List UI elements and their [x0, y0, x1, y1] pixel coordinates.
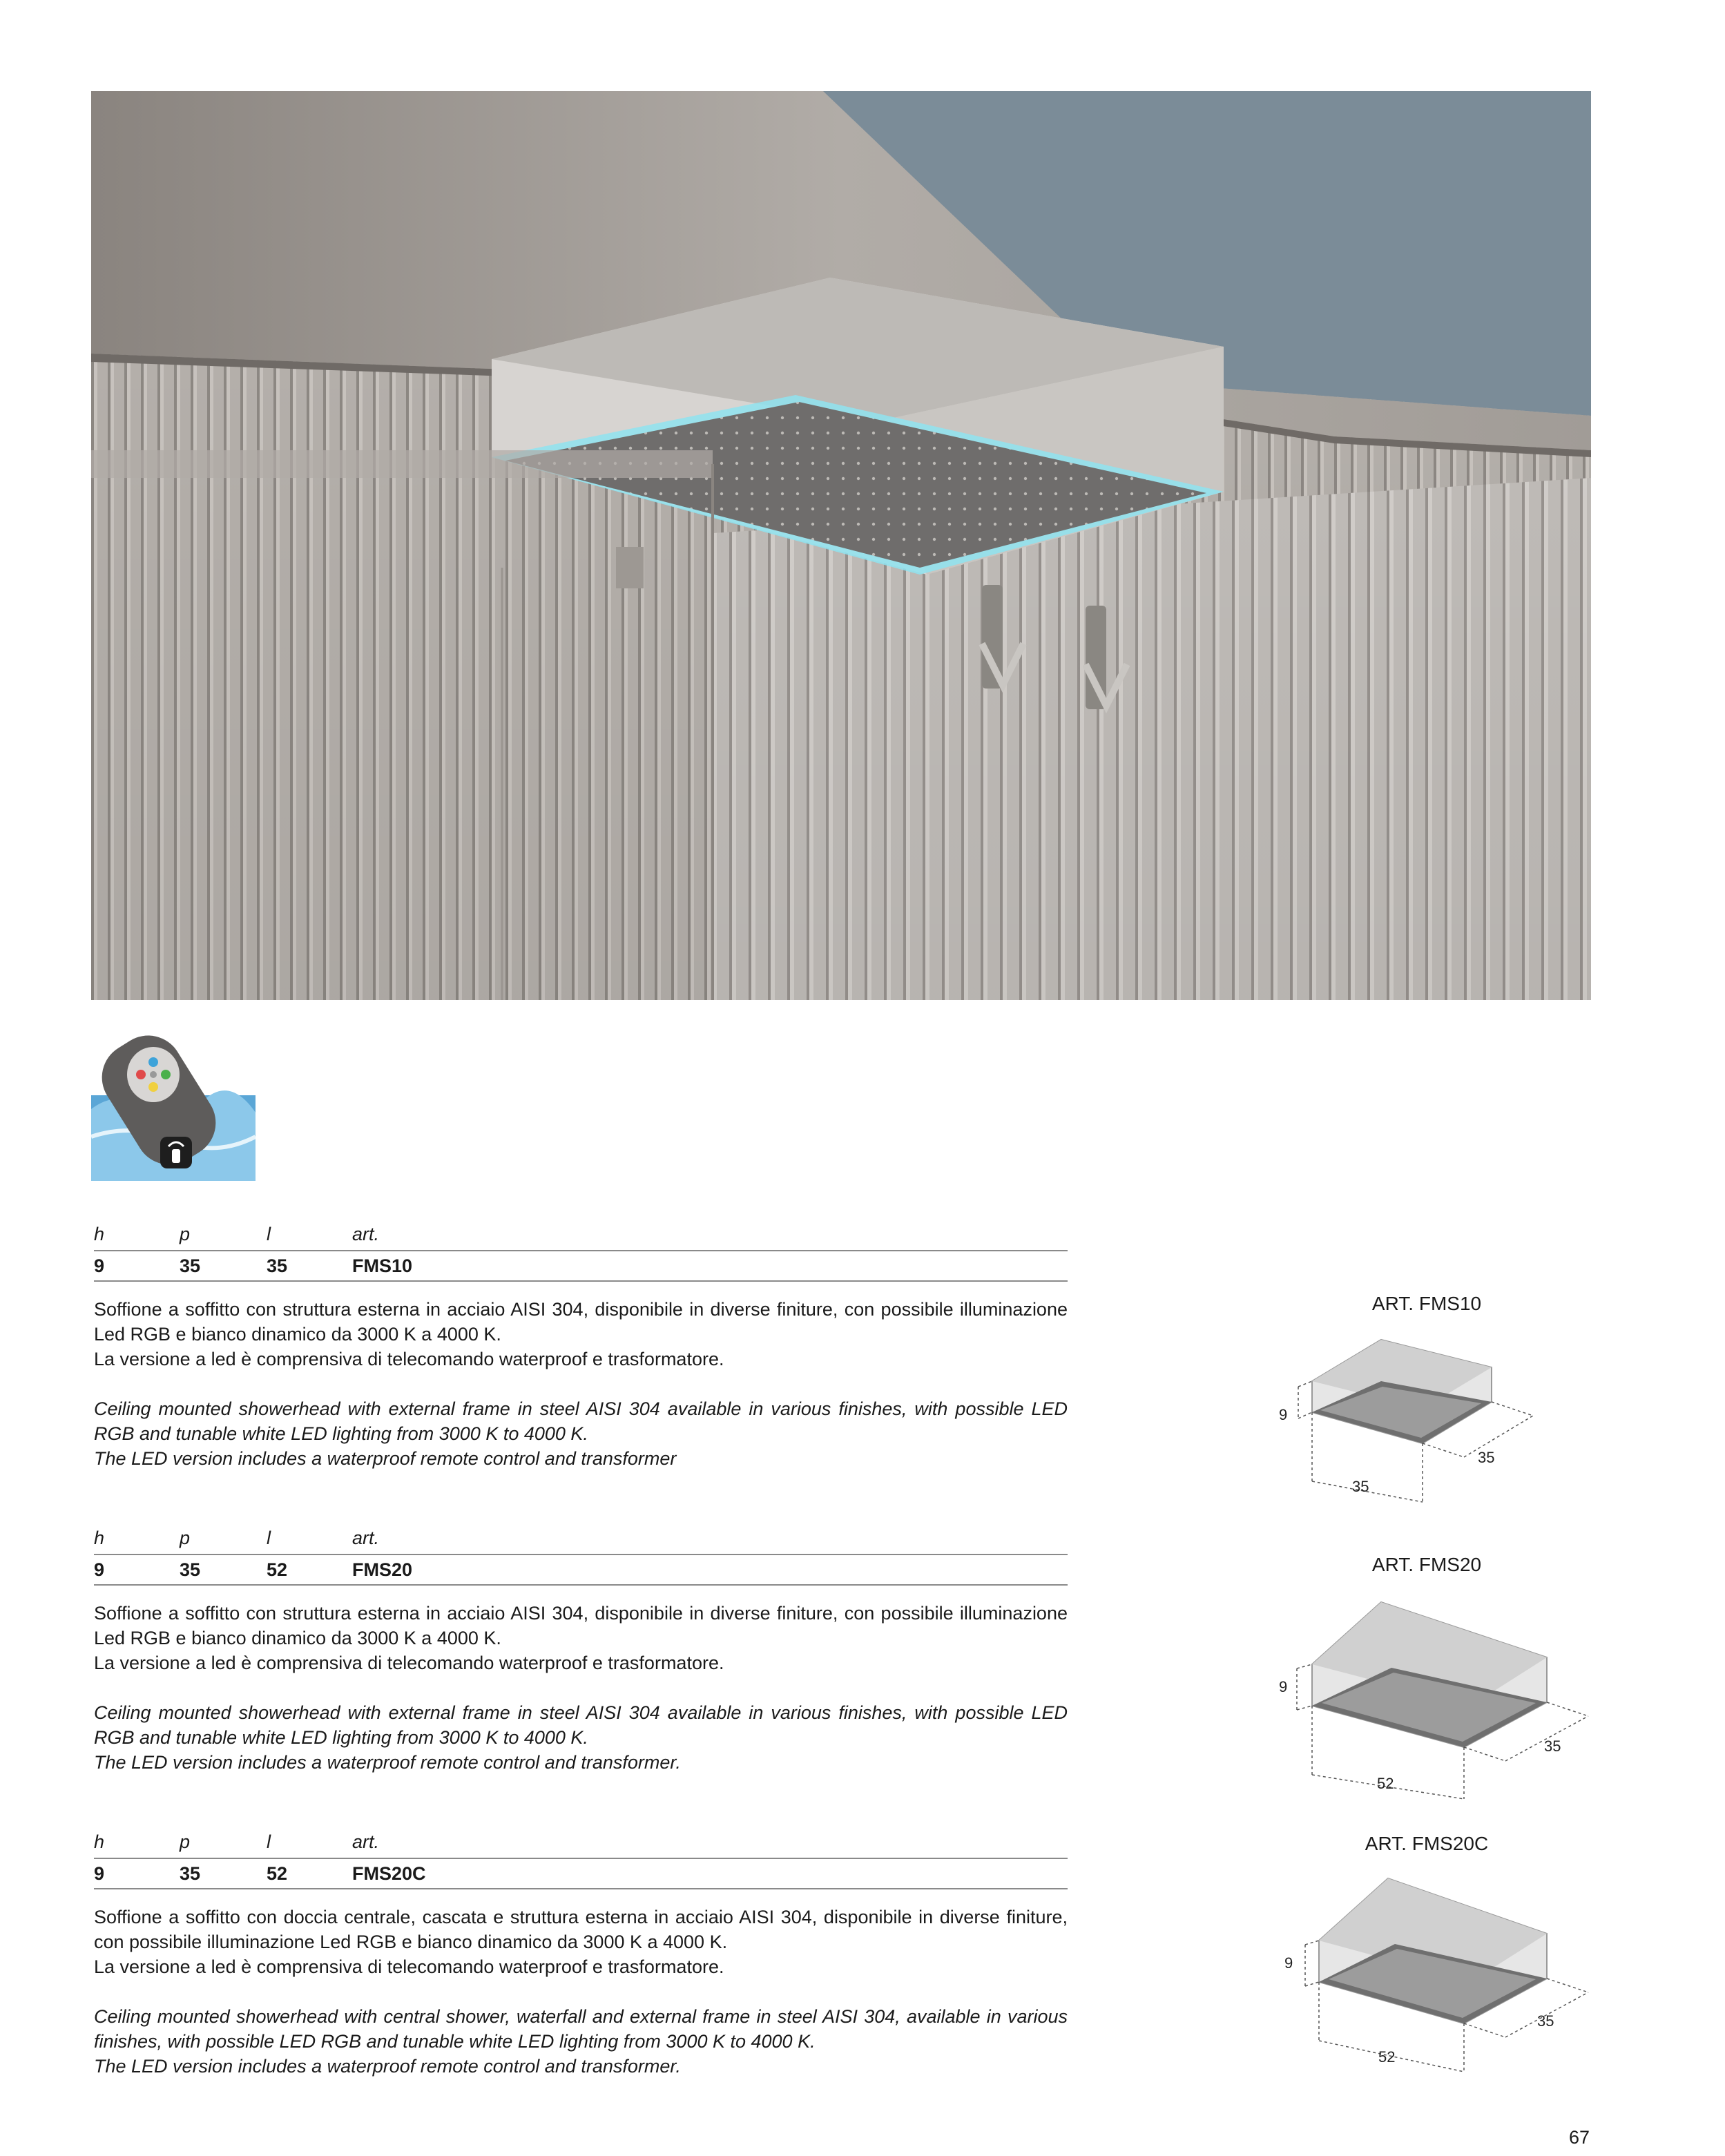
description-en-1: Ceiling mounted showerhead with central shower, waterfall and external frame in steel AISI 304, available in various finishes, with possible LED RGB and tunable white LED lighting from 3000 K to 4000 K. [94, 2006, 1068, 2052]
col-art-label: art. [352, 1831, 380, 1852]
description-it-2: La versione a led è comprensiva di telecomando waterproof e trasformatore. [94, 1349, 724, 1369]
col-l-label: l [267, 1224, 271, 1244]
spec-value-row [94, 1858, 1068, 1889]
dim-width-label: 35 [1352, 1478, 1369, 1495]
col-p-label: p [180, 1528, 191, 1548]
dim-h-label: 9 [1279, 1678, 1288, 1695]
spec-header-row [94, 1526, 1068, 1554]
dim-depth-label: 35 [1537, 2012, 1554, 2030]
drawing-title-fms10: ART. FMS10 [1371, 1293, 1482, 1314]
drawing-fms10 [1271, 1326, 1547, 1512]
product-spec-fms20c [94, 1830, 1068, 2079]
spec-value-row [94, 1554, 1068, 1586]
description [94, 1601, 1068, 1775]
description-en-2: The LED version includes a waterproof remote control and transformer [94, 1448, 677, 1469]
description [94, 1297, 1068, 1471]
col-h-label: h [94, 1831, 105, 1852]
dim-width-label: 52 [1378, 2048, 1396, 2066]
product-spec-fms20 [94, 1526, 1068, 1775]
description-en-2: The LED version includes a waterproof remote control and transformer. [94, 2056, 681, 2077]
dim-depth-label: 35 [1544, 1738, 1561, 1755]
value-l: 52 [267, 1863, 288, 1884]
value-p: 35 [180, 1255, 201, 1276]
dim-width-label: 52 [1377, 1775, 1394, 1792]
value-h: 9 [94, 1863, 105, 1884]
description-it-1: Soffione a soffitto con struttura esterna in acciaio AISI 304, disponibile in diverse finiture, con possibile illuminazione Led RGB e bianco dinamico da 3000 K a 4000 K. [94, 1603, 1068, 1648]
drawing-title-fms20: ART. FMS20 [1371, 1554, 1482, 1575]
dim-h-label: 9 [1279, 1406, 1288, 1423]
value-art: FMS20C [352, 1863, 426, 1884]
description [94, 1905, 1068, 2079]
col-h-label: h [94, 1528, 105, 1548]
page-number: 67 [1569, 2127, 1590, 2148]
value-l: 52 [267, 1559, 288, 1580]
col-art-label: art. [352, 1528, 380, 1548]
drawing-fms20c [1271, 1865, 1602, 2086]
col-p-label: p [180, 1224, 191, 1244]
description-it-1: Soffione a soffitto con struttura esterna in acciaio AISI 304, disponibile in diverse finiture, con possibile illuminazione Led RGB e bianco dinamico da 3000 K a 4000 K. [94, 1299, 1068, 1345]
description-en-2: The LED version includes a waterproof remote control and transformer. [94, 1752, 681, 1773]
description-en-1: Ceiling mounted showerhead with external frame in steel AISI 304 available in various finishes, with possible LED RGB and tunable white LED lighting from 3000 K to 4000 K. [94, 1398, 1068, 1444]
description-it-2: La versione a led è comprensiva di telecomando waterproof e trasformatore. [94, 1653, 724, 1673]
value-l: 35 [267, 1255, 288, 1276]
drawing-title-fms20c: ART. FMS20C [1365, 1833, 1489, 1854]
description-en-1: Ceiling mounted showerhead with external frame in steel AISI 304 available in various finishes, with possible LED RGB and tunable white LED lighting from 3000 K to 4000 K. [94, 1702, 1068, 1748]
spec-value-row [94, 1250, 1068, 1282]
spec-header-row [94, 1830, 1068, 1858]
hero-photo [91, 91, 1591, 1000]
remote-control-icon [91, 1019, 256, 1181]
description-it-2: La versione a led è comprensiva di telecomando waterproof e trasformatore. [94, 1956, 724, 1977]
value-p: 35 [180, 1863, 201, 1884]
value-h: 9 [94, 1559, 105, 1580]
product-spec-fms10 [94, 1222, 1068, 1471]
spec-header-row [94, 1222, 1068, 1250]
dim-depth-label: 35 [1478, 1449, 1495, 1466]
col-l-label: l [267, 1831, 271, 1852]
value-h: 9 [94, 1255, 105, 1276]
col-p-label: p [180, 1831, 191, 1852]
description-it-1: Soffione a soffitto con doccia centrale, cascata e struttura esterna in acciaio AISI 304, disponibile in diverse finiture, con possibile illuminazione Led RGB e bianco dinamico da 3000 K a 4000 K. [94, 1907, 1068, 1952]
col-l-label: l [267, 1528, 271, 1548]
value-p: 35 [180, 1559, 201, 1580]
col-art-label: art. [352, 1224, 380, 1244]
dim-h-label: 9 [1284, 1954, 1293, 1972]
col-h-label: h [94, 1224, 105, 1244]
value-art: FMS20 [352, 1559, 413, 1580]
value-art: FMS10 [352, 1255, 413, 1276]
drawing-fms20 [1271, 1588, 1602, 1809]
